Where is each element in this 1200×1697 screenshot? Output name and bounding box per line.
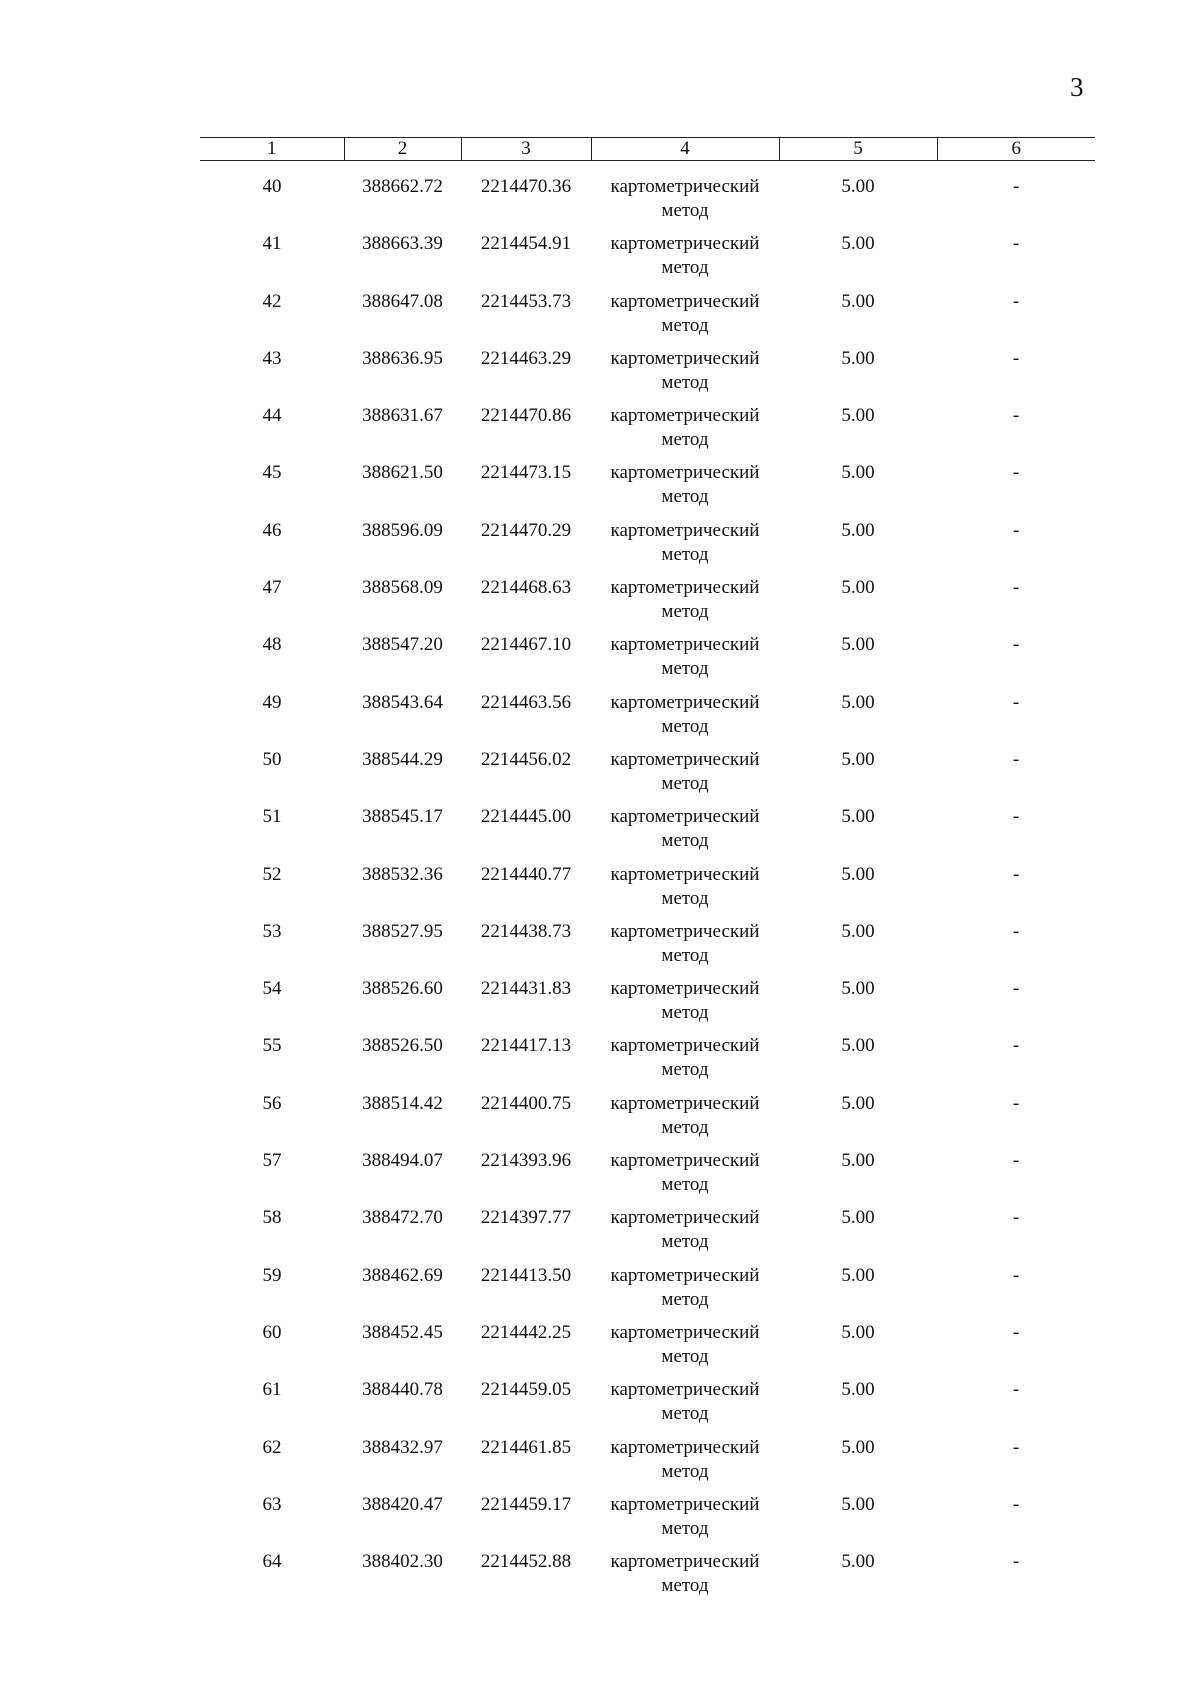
y-coordinate-cell: 2214463.56 [480,691,572,713]
note-cell: - [1012,806,1020,828]
method-cell [591,1206,779,1263]
table-header [200,138,1095,161]
y-coordinate-cell: 2214440.77 [480,863,572,885]
header-cell-1: 1 [200,138,344,161]
method-cell [591,1493,779,1550]
note-cell: - [1012,1379,1020,1401]
point-number-cell: 53 [262,920,282,942]
method-line-1: картометрический [610,176,760,197]
method-line-2: метод [661,1517,709,1539]
x-coordinate-cell: 388402.30 [362,1551,443,1573]
table-row [200,1493,1095,1550]
y-coordinate-cell: 2214413.50 [480,1264,572,1286]
y-coordinate-cell: 2214417.13 [480,1035,572,1057]
method-line-1: картометрический [610,577,760,599]
method-line-2: метод [661,944,709,966]
method-cell [591,863,779,920]
table-row [200,691,1095,748]
point-number-cell: 58 [262,1207,282,1229]
point-number-cell: 48 [262,634,282,656]
header-cell-5: 5 [779,138,937,161]
method-line-2: метод [661,1288,709,1310]
accuracy-cell: 5.00 [841,748,875,770]
note-cell: - [1012,462,1020,484]
accuracy-cell: 5.00 [841,462,875,484]
accuracy-cell: 5.00 [841,1379,875,1401]
table-row [200,404,1095,461]
method-cell [591,1378,779,1435]
x-coordinate-cell: 388647.08 [362,290,443,312]
accuracy-cell: 5.00 [841,1207,875,1229]
x-coordinate-cell: 388452.45 [362,1321,443,1343]
method-line-1: картометрический [610,1264,760,1286]
table-row [200,1092,1095,1149]
method-cell [591,1034,779,1091]
table-row [200,1378,1095,1435]
x-coordinate-cell: 388568.09 [362,577,443,599]
point-number-cell: 59 [262,1264,282,1286]
method-cell [591,519,779,576]
method-cell [591,347,779,404]
note-cell: - [1012,405,1020,427]
method-line-2: метод [661,658,709,680]
method-cell [591,920,779,977]
method-cell [591,1149,779,1206]
method-line-1: картометрический [610,290,760,312]
method-cell [591,1436,779,1493]
method-line-1: картометрический [610,806,760,828]
header-cell-4: 4 [591,138,779,161]
method-line-1: картометрический [610,634,760,656]
y-coordinate-cell: 2214397.77 [480,1207,572,1229]
method-line-2: метод [661,887,709,909]
x-coordinate-cell: 388514.42 [362,1092,443,1114]
method-line-2: метод [661,314,709,336]
accuracy-cell: 5.00 [841,920,875,942]
point-number-cell: 55 [262,1035,282,1057]
x-coordinate-cell: 388596.09 [362,519,443,541]
y-coordinate-cell: 2214453.73 [480,290,572,312]
y-coordinate-cell: 2214445.00 [480,806,572,828]
point-number-cell: 42 [262,290,282,312]
method-cell [591,691,779,748]
method-line-2: метод [661,772,709,794]
x-coordinate-cell: 388472.70 [362,1207,443,1229]
note-cell: - [1012,290,1020,312]
accuracy-cell: 5.00 [841,863,875,885]
y-coordinate-cell: 2214463.29 [480,347,572,369]
note-cell: - [1012,634,1020,656]
method-line-1: картометрический [610,1207,760,1229]
point-number-cell: 47 [262,577,282,599]
point-number-cell: 57 [262,1150,282,1172]
x-coordinate-cell: 388494.07 [362,1150,443,1172]
method-line-2: метод [661,1575,709,1597]
method-line-2: метод [661,371,709,393]
note-cell: - [1012,920,1020,942]
y-coordinate-cell: 2214467.10 [480,634,572,656]
accuracy-cell: 5.00 [841,347,875,369]
method-line-1: картометрический [610,347,760,369]
note-cell: - [1012,1436,1020,1458]
table-row [200,1436,1095,1493]
accuracy-cell: 5.00 [841,176,875,197]
y-coordinate-cell: 2214438.73 [480,920,572,942]
method-line-1: картометрический [610,519,760,541]
header-cell-2: 2 [344,138,461,161]
method-line-2: метод [661,1002,709,1024]
x-coordinate-cell: 388543.64 [362,691,443,713]
method-line-2: метод [661,1345,709,1367]
method-cell [591,805,779,862]
accuracy-cell: 5.00 [841,1551,875,1573]
note-cell: - [1012,1493,1020,1515]
x-coordinate-cell: 388621.50 [362,462,443,484]
accuracy-cell: 5.00 [841,1092,875,1114]
method-line-1: картометрический [610,978,760,1000]
note-cell: - [1012,1551,1020,1573]
accuracy-cell: 5.00 [841,1493,875,1515]
note-cell: - [1012,1150,1020,1172]
method-line-2: метод [661,1403,709,1425]
note-cell: - [1012,1264,1020,1286]
table-row [200,161,1095,233]
accuracy-cell: 5.00 [841,1264,875,1286]
x-coordinate-cell: 388432.97 [362,1436,443,1458]
method-line-1: картометрический [610,748,760,770]
method-line-1: картометрический [610,920,760,942]
method-line-2: метод [661,830,709,852]
table-row [200,1149,1095,1206]
x-coordinate-cell: 388662.72 [362,176,443,197]
table-row [200,290,1095,347]
method-line-2: метод [661,1460,709,1482]
table-body [200,161,1095,1608]
table-row [200,1550,1095,1607]
method-line-2: метод [661,486,709,508]
note-cell: - [1012,519,1020,541]
x-coordinate-cell: 388547.20 [362,634,443,656]
method-line-1: картометрический [610,863,760,885]
x-coordinate-cell: 388636.95 [362,347,443,369]
point-number-cell: 62 [262,1436,282,1458]
table-row [200,1321,1095,1378]
point-number-cell: 50 [262,748,282,770]
point-number-cell: 63 [262,1493,282,1515]
method-line-1: картометрический [610,1035,760,1057]
y-coordinate-cell: 2214456.02 [480,748,572,770]
x-coordinate-cell: 388527.95 [362,920,443,942]
accuracy-cell: 5.00 [841,691,875,713]
method-line-1: картометрический [610,1321,760,1343]
accuracy-cell: 5.00 [841,233,875,255]
table-row [200,920,1095,977]
table-row [200,748,1095,805]
accuracy-cell: 5.00 [841,634,875,656]
header-cell-3: 3 [461,138,591,161]
table-row [200,1034,1095,1091]
accuracy-cell: 5.00 [841,1321,875,1343]
method-cell [591,977,779,1034]
method-line-2: метод [661,1116,709,1138]
note-cell: - [1012,233,1020,255]
point-number-cell: 49 [262,691,282,713]
table-row [200,1206,1095,1263]
method-cell [591,1550,779,1607]
point-number-cell: 64 [262,1551,282,1573]
method-line-2: метод [661,715,709,737]
y-coordinate-cell: 2214452.88 [480,1551,572,1573]
table-row [200,461,1095,518]
table-row [200,1264,1095,1321]
point-number-cell: 60 [262,1321,282,1343]
y-coordinate-cell: 2214459.05 [480,1379,572,1401]
note-cell: - [1012,347,1020,369]
note-cell: - [1012,1321,1020,1343]
method-line-1: картометрический [610,462,760,484]
y-coordinate-cell: 2214470.29 [480,519,572,541]
point-number-cell: 61 [262,1379,282,1401]
method-line-2: метод [661,200,709,221]
method-cell [591,161,779,233]
method-cell [591,576,779,633]
method-cell [591,748,779,805]
accuracy-cell: 5.00 [841,577,875,599]
method-cell [591,404,779,461]
method-cell [591,1092,779,1149]
point-number-cell: 54 [262,978,282,1000]
x-coordinate-cell: 388544.29 [362,748,443,770]
note-cell: - [1012,691,1020,713]
x-coordinate-cell: 388420.47 [362,1493,443,1515]
method-line-1: картометрический [610,1436,760,1458]
y-coordinate-cell: 2214473.15 [480,462,572,484]
note-cell: - [1012,863,1020,885]
method-cell [591,461,779,518]
method-line-2: метод [661,1231,709,1253]
header-cell-6: 6 [937,138,1095,161]
method-line-1: картометрический [610,1379,760,1401]
table-row [200,977,1095,1034]
method-line-1: картометрический [610,405,760,427]
y-coordinate-cell: 2214454.91 [480,233,572,255]
point-number-cell: 44 [262,405,282,427]
point-number-cell: 51 [262,806,282,828]
y-coordinate-cell: 2214431.83 [480,978,572,1000]
y-coordinate-cell: 2214470.86 [480,405,572,427]
point-number-cell: 56 [262,1092,282,1114]
x-coordinate-cell: 388526.50 [362,1035,443,1057]
method-line-2: метод [661,601,709,623]
table-row [200,863,1095,920]
accuracy-cell: 5.00 [841,1035,875,1057]
note-cell: - [1012,577,1020,599]
accuracy-cell: 5.00 [841,1150,875,1172]
y-coordinate-cell: 2214393.96 [480,1150,572,1172]
method-line-1: картометрический [610,1092,760,1114]
point-number-cell: 43 [262,347,282,369]
accuracy-cell: 5.00 [841,519,875,541]
y-coordinate-cell: 2214459.17 [480,1493,572,1515]
coordinates-table [200,137,1095,1607]
x-coordinate-cell: 388631.67 [362,405,443,427]
method-line-2: метод [661,1059,709,1081]
page-number: 3 [1070,72,1084,102]
x-coordinate-cell: 388462.69 [362,1264,443,1286]
y-coordinate-cell: 2214468.63 [480,577,572,599]
y-coordinate-cell: 2214400.75 [480,1092,572,1114]
accuracy-cell: 5.00 [841,806,875,828]
table-row [200,232,1095,289]
note-cell: - [1012,1035,1020,1057]
method-cell [591,290,779,347]
method-line-1: картометрический [610,1493,760,1515]
note-cell: - [1012,1207,1020,1229]
note-cell: - [1012,748,1020,770]
method-line-1: картометрический [610,1551,760,1573]
x-coordinate-cell: 388440.78 [362,1379,443,1401]
note-cell: - [1012,978,1020,1000]
x-coordinate-cell: 388663.39 [362,233,443,255]
method-line-2: метод [661,1174,709,1196]
note-cell: - [1012,1092,1020,1114]
table-row [200,347,1095,404]
table-row [200,519,1095,576]
method-line-2: метод [661,543,709,565]
method-line-2: метод [661,429,709,451]
header-row [200,138,1095,161]
accuracy-cell: 5.00 [841,405,875,427]
table-row [200,805,1095,862]
method-cell [591,1321,779,1378]
y-coordinate-cell: 2214470.36 [480,176,572,197]
x-coordinate-cell: 388545.17 [362,806,443,828]
table-row [200,576,1095,633]
method-cell [591,633,779,690]
point-number-cell: 52 [262,863,282,885]
method-cell [591,232,779,289]
point-number-cell: 46 [262,519,282,541]
accuracy-cell: 5.00 [841,1436,875,1458]
point-number-cell: 45 [262,462,282,484]
point-number-cell: 40 [262,176,282,197]
x-coordinate-cell: 388526.60 [362,978,443,1000]
note-cell: - [1012,176,1020,197]
table-row [200,633,1095,690]
x-coordinate-cell: 388532.36 [362,863,443,885]
method-line-1: картометрический [610,233,760,255]
method-line-1: картометрический [610,691,760,713]
accuracy-cell: 5.00 [841,290,875,312]
method-line-1: картометрический [610,1150,760,1172]
method-line-2: метод [661,257,709,279]
point-number-cell: 41 [262,233,282,255]
accuracy-cell: 5.00 [841,978,875,1000]
method-cell [591,1264,779,1321]
y-coordinate-cell: 2214461.85 [480,1436,572,1458]
y-coordinate-cell: 2214442.25 [480,1321,572,1343]
